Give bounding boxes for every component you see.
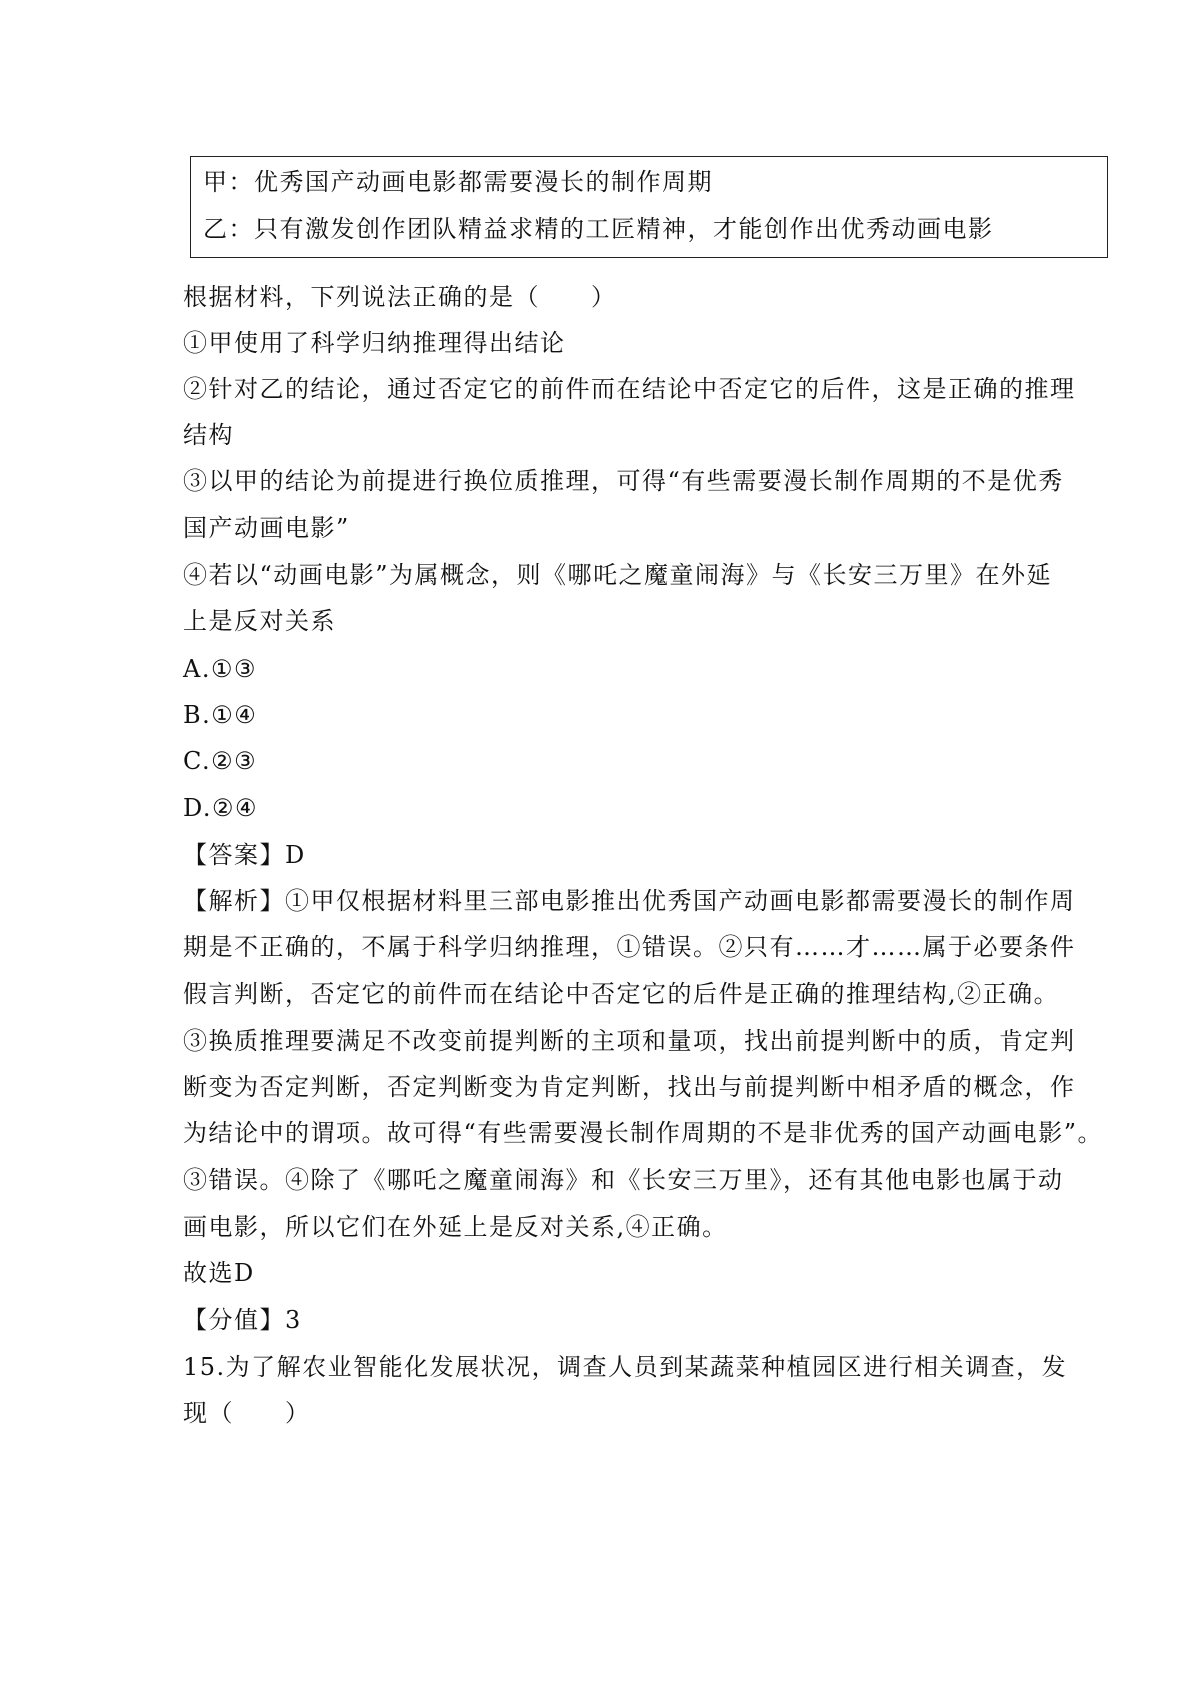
statement-3-line-2: 国产动画电影” (183, 514, 350, 542)
statement-4-line-2: 上是反对关系 (183, 607, 336, 635)
answer-label: 【答案】D (183, 841, 306, 869)
material-line-yi: 乙：只有激发创作团队精益求精的工匠精神，才能创作出优秀动画电影 (203, 215, 994, 243)
statement-4-line-1: ④若以“动画电影”为属概念，则《哪吒之魔童闹海》与《长安三万里》在外延 (183, 561, 1053, 589)
material-line-jia: 甲：优秀国产动画电影都需要漫长的制作周期 (203, 168, 713, 196)
score-label: 【分值】3 (183, 1306, 302, 1334)
question-15-line-2: 现（ ） (183, 1399, 311, 1427)
analysis-line: ③错误。④除了《哪吒之魔童闹海》和《长安三万里》，还有其他电影也属于动 (183, 1166, 1064, 1194)
analysis-line: 为结论中的谓项。故可得“有些需要漫长制作周期的不是非优秀的国产动画电影”。 (183, 1119, 1104, 1147)
analysis-line: 期是不正确的，不属于科学归纳推理，①错误。②只有……才……属于必要条件 (183, 933, 1076, 961)
analysis-line: 【解析】①甲仅根据材料里三部电影推出优秀国产动画电影都需要漫长的制作周 (183, 887, 1076, 915)
statement-2-line-2: 结构 (183, 421, 234, 449)
analysis-line: 假言判断，否定它的前件而在结论中否定它的后件是正确的推理结构,②正确。 (183, 980, 1060, 1008)
conclusion: 故选D (183, 1259, 255, 1287)
question-15-line-1: 15.为了解农业智能化发展状况，调查人员到某蔬菜种植园区进行相关调查，发 (183, 1353, 1068, 1381)
statement-2-line-1: ②针对乙的结论，通过否定它的前件而在结论中否定它的后件，这是正确的推理 (183, 375, 1076, 403)
material-box (190, 156, 1108, 258)
option-c: C.②③ (183, 747, 258, 775)
analysis-line: 断变为否定判断，否定判断变为肯定判断，找出与前提判断中相矛盾的概念，作 (183, 1073, 1076, 1101)
option-b: B.①④ (183, 701, 258, 729)
option-a: A.①③ (183, 655, 257, 683)
analysis-line: ③换质推理要满足不改变前提判断的主项和量项，找出前提判断中的质，肯定判 (183, 1027, 1076, 1055)
question-stem: 根据材料，下列说法正确的是（ ） (183, 283, 617, 311)
option-d: D.②④ (183, 794, 259, 822)
statement-1: ①甲使用了科学归纳推理得出结论 (183, 329, 566, 357)
statement-3-line-1: ③以甲的结论为前提进行换位质推理，可得“有些需要漫长制作周期的不是优秀 (183, 467, 1064, 495)
analysis-line: 画电影，所以它们在外延上是反对关系,④正确。 (183, 1213, 728, 1241)
